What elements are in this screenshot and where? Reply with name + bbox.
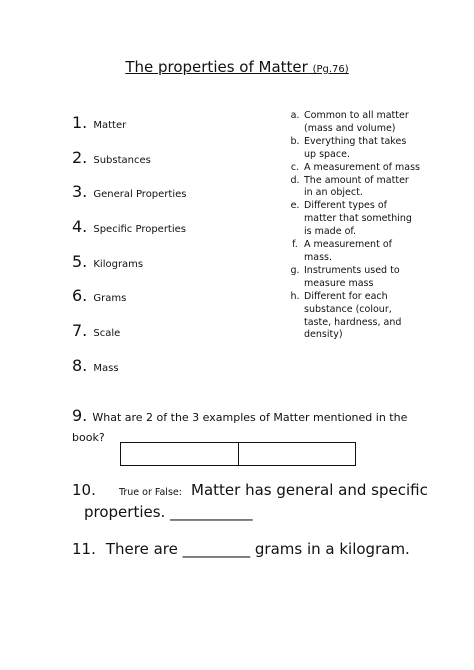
- answer-text: [304, 265, 436, 291]
- question-term: Mass: [93, 363, 119, 374]
- question-number: 8.: [72, 356, 88, 375]
- answer-line: Different types of: [304, 200, 387, 212]
- answer-f: [286, 239, 436, 265]
- answer-line: in an object.: [304, 187, 363, 199]
- answer-cell-2[interactable]: [238, 443, 356, 465]
- answer-definitions: [286, 110, 436, 342]
- question-10-statement: Matter has general and specific: [191, 481, 428, 499]
- question-number: 3.: [72, 182, 88, 201]
- worksheet-title: [0, 58, 474, 76]
- question-1: [72, 113, 126, 132]
- question-term: Substances: [93, 155, 151, 166]
- question-4: [72, 217, 186, 236]
- answer-line: mass.: [304, 251, 332, 263]
- answer-line: Everything that takes: [304, 135, 407, 147]
- question-11-text: There are _________ grams in a kilogram.: [105, 540, 410, 558]
- question-5: [72, 252, 143, 271]
- answer-letter: b.: [290, 135, 300, 147]
- answer-letter: c.: [290, 161, 300, 173]
- answer-cell-1[interactable]: [121, 443, 238, 465]
- answer-letter: d.: [290, 174, 300, 186]
- answer-text: [304, 110, 436, 136]
- question-9: [72, 406, 422, 446]
- answer-line: Different for each: [304, 290, 388, 302]
- question-number: 7.: [72, 321, 88, 340]
- question-7: [72, 321, 120, 340]
- answer-line: (mass and volume): [304, 122, 396, 134]
- question-number: 2.: [72, 148, 88, 167]
- question-number: 9.: [72, 406, 88, 425]
- answer-e: [286, 200, 436, 239]
- question-2: [72, 148, 151, 167]
- answer-line: Common to all matter: [304, 110, 409, 121]
- answer-line: A measurement of mass: [304, 161, 420, 173]
- answer-b: [286, 136, 436, 162]
- question-term: Grams: [93, 293, 127, 304]
- question-term: Matter: [93, 120, 127, 131]
- title-main: The properties of Matter: [125, 58, 308, 76]
- question-6: [72, 286, 126, 305]
- answer-line: density): [304, 329, 343, 341]
- answer-line: matter that something: [304, 213, 412, 225]
- answer-text: [304, 136, 436, 162]
- answer-line: Instruments used to: [304, 264, 400, 276]
- question-number: 11.: [72, 540, 96, 558]
- answer-line: up space.: [304, 148, 350, 160]
- question-number: 4.: [72, 217, 88, 236]
- answer-letter: h.: [290, 290, 300, 302]
- answer-line: substance (colour,: [304, 303, 392, 315]
- title-page-ref: (Pg.76): [312, 64, 349, 75]
- question-term: Kilograms: [93, 259, 144, 270]
- question-9-text: What are 2 of the 3 examples of Matter mentioned in the book?: [72, 411, 408, 444]
- answer-text: [304, 200, 436, 239]
- question-3: [72, 182, 186, 201]
- question-number: 1.: [72, 113, 88, 132]
- answer-letter: e.: [290, 200, 300, 212]
- question-number: 6.: [72, 286, 88, 305]
- answer-text: [304, 175, 436, 201]
- question-10: [72, 480, 432, 521]
- question-number: 10.: [72, 481, 96, 499]
- question-10-statement-line2: properties. ___________: [84, 503, 253, 521]
- question-8: [72, 356, 119, 375]
- answer-line: The amount of matter: [304, 174, 409, 186]
- answer-line: A measurement of: [304, 239, 392, 251]
- answer-letter: g.: [290, 264, 300, 276]
- answer-c: [286, 162, 436, 175]
- answer-letter: f.: [292, 239, 298, 251]
- answer-box-q9: [120, 442, 356, 466]
- answer-text: [304, 162, 436, 175]
- question-11: [72, 540, 410, 558]
- question-number: 5.: [72, 252, 88, 271]
- answer-text: [304, 239, 436, 265]
- answer-h: [286, 291, 436, 343]
- answer-line: is made of.: [304, 226, 357, 238]
- answer-d: [286, 175, 436, 201]
- answer-letter: a.: [290, 110, 300, 121]
- true-or-false-label: True or False:: [118, 487, 182, 498]
- question-term: Specific Properties: [93, 224, 186, 235]
- answer-a: [286, 110, 436, 136]
- question-term: General Properties: [93, 189, 187, 200]
- question-term: Scale: [93, 328, 121, 339]
- answer-line: taste, hardness, and: [304, 316, 402, 328]
- answer-line: measure mass: [304, 277, 374, 289]
- answer-text: [304, 291, 436, 343]
- answer-g: [286, 265, 436, 291]
